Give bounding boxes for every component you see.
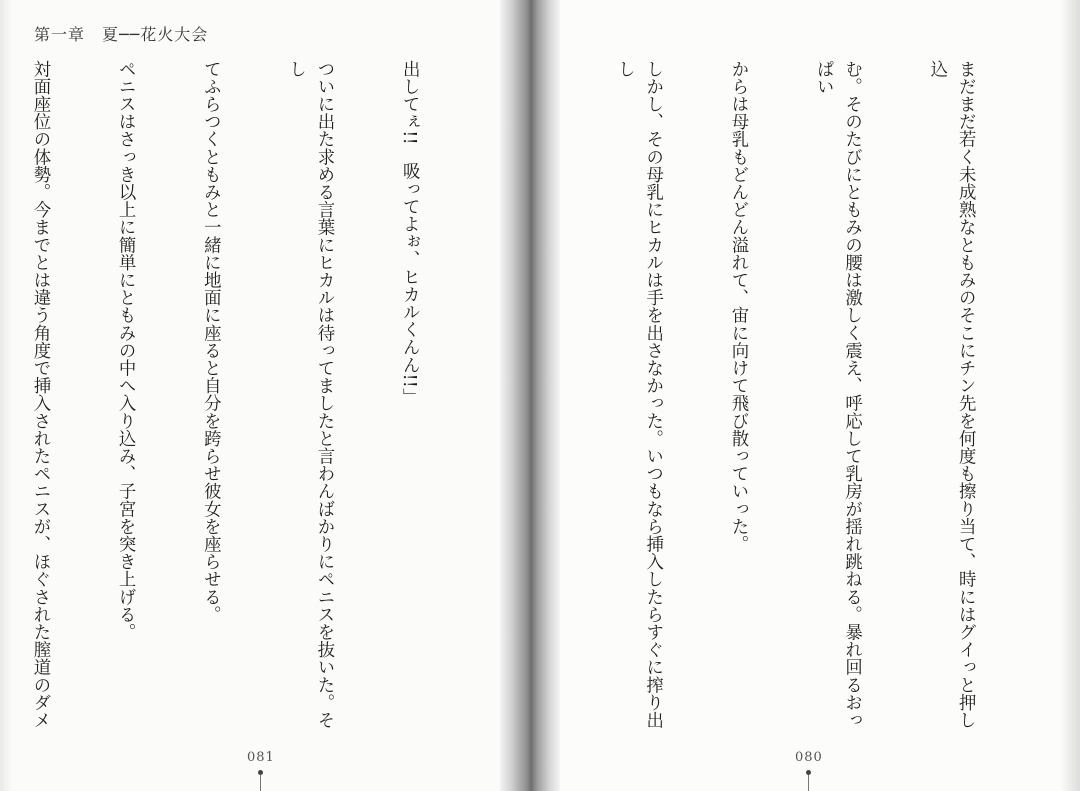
text-column: ペニスはさっき以上に簡単にともみの中へ入り込み、子宮を突き上げる。 — [115, 60, 136, 641]
text-column: 出してぇ!! 吸ってよぉ、ヒカルくんん!!」 — [399, 60, 420, 406]
text-column: てふらつくともみと一緒に地面に座ると自分を跨らせ彼女を座らせる。 — [200, 60, 221, 624]
book-gutter-shadow — [500, 0, 560, 791]
folio-line-marker — [808, 775, 809, 791]
page-edge-shadow — [0, 0, 12, 791]
text-column: む。そのたびにともみの腰は激しく震え、呼応して乳房が揺れ跳ねる。暴れ回るおっぱい — [813, 60, 862, 729]
page-edge-shadow — [1060, 0, 1080, 791]
text-column: 対面座位の体勢。今までとは違う角度で挿入されたペニスが、ほぐされた膣道のダメ — [29, 60, 50, 729]
page-number: 080 — [795, 750, 823, 765]
text-column: からは母乳もどんどん溢れて、宙に向けて飛び散っていった。 — [727, 60, 748, 553]
left-page-text — [28, 60, 480, 740]
text-column: まだまだ若く未成熟なともみのそこにチン先を何度も擦り当て、時にはグイっと押し込 — [926, 60, 976, 729]
page-number: 081 — [247, 750, 275, 765]
chapter-header: 第一章 夏──花火大会 — [34, 25, 209, 44]
right-page-text — [584, 60, 1036, 740]
text-column: しかし、その母乳にヒカルは手を出さなかった。いつもなら挿入したらすぐに搾り出し — [614, 60, 663, 729]
text-column: ついに出た求める言葉にヒカルは待ってましたと言わんばかりにペニスを抜いた。そし — [285, 60, 334, 729]
folio-line-marker — [260, 775, 261, 791]
